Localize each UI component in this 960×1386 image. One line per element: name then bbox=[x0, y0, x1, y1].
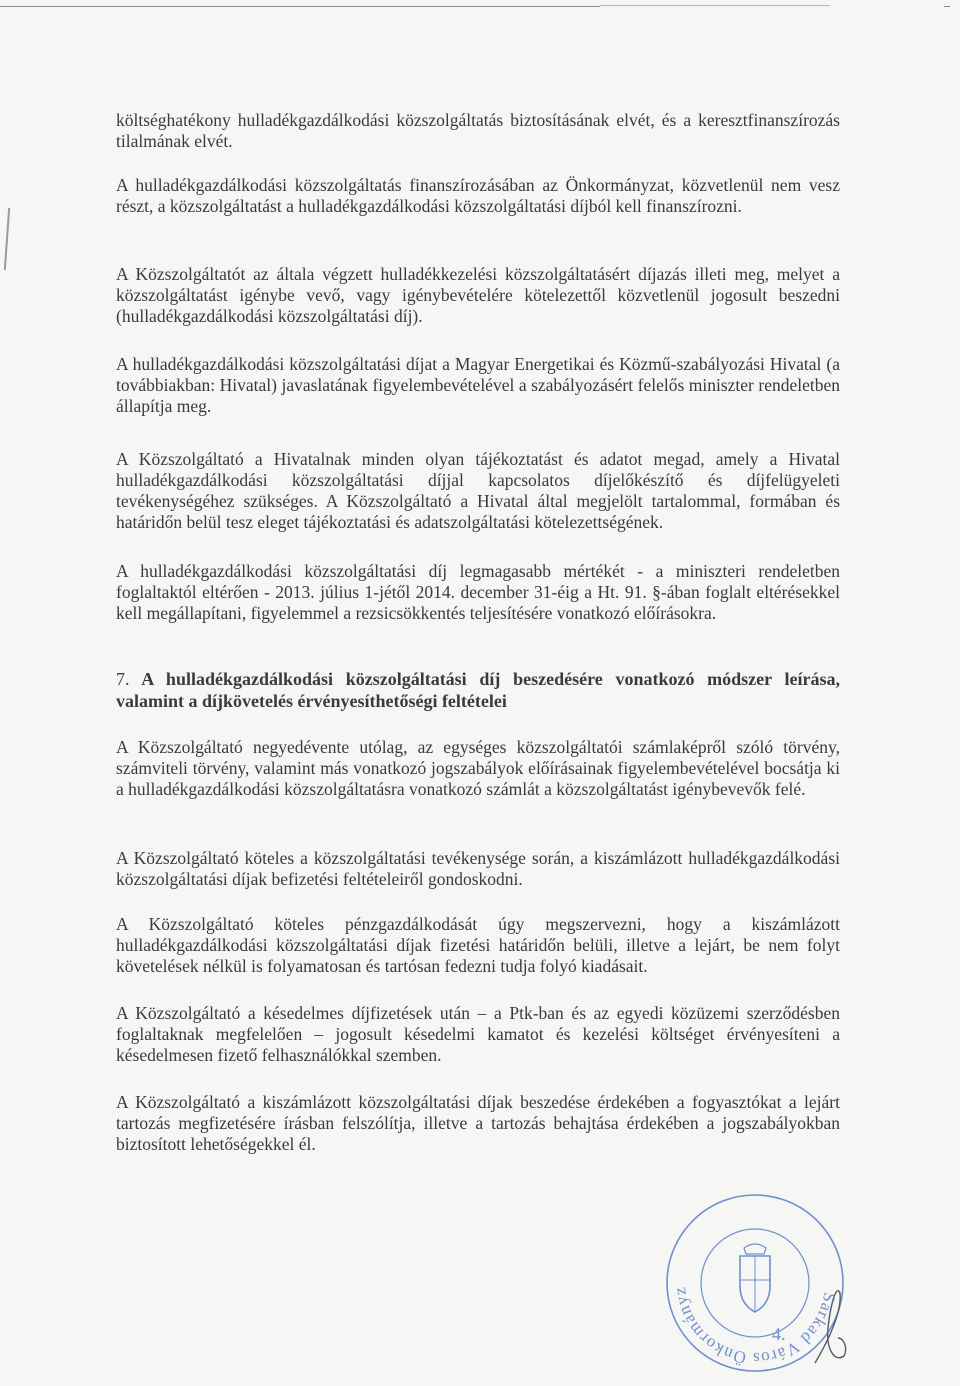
paragraph: A Közszolgáltatót az általa végzett hulladékkezelési közszolgáltatásért díjazás illeti meg, melyet a közszolgáltatást igénybe vevő, vagy igénybevételére kötelezettől közvetlenül jogosult beszedni (hulladékgazdálkodási közszolgáltatási díj). bbox=[116, 264, 840, 326]
paragraph: A Közszolgáltató a kiszámlázott közszolgáltatási díjak beszedése érdekében a fogyasztókat a lejárt tartozás megfizetésére írásban felszólítja, illetve a tartozás behajtása érdekében a jogszabályokban biztosított lehetőségekkel él. bbox=[116, 1092, 840, 1154]
stamp-number: 4. bbox=[772, 1324, 786, 1344]
stamp-inscription: Sarkad Város Önkormányzata * Békés megye * bbox=[652, 1173, 840, 1369]
crown-icon bbox=[744, 1244, 766, 1254]
section-heading bbox=[116, 668, 840, 712]
section-number: 7. bbox=[116, 669, 130, 689]
paragraph: költséghatékony hulladékgazdálkodási közszolgáltatás biztosításának elvét, és a keresztfinanszírozás tilalmának elvét. bbox=[116, 110, 840, 151]
paragraph: A hulladékgazdálkodási közszolgáltatási díjat a Magyar Energetikai és Közmű-szabályozási Hivatal (a továbbiakban: Hivatal) javaslatának figyelembevételével a szabályozásért felelős miniszter rendeletben állapítja meg. bbox=[116, 354, 840, 416]
paragraph: A hulladékgazdálkodási közszolgáltatási díj legmagasabb mértékét - a miniszteri rendeletben foglaltaktól eltérően - 2013. július 1-jétől 2014. december 31-éig a Ht. 91. §-ában foglalt eltérésekkel kell megállapítani, figyelemmel a rezsicsökkentés teljesítésére vonatkozó előírásokra. bbox=[116, 561, 840, 623]
scan-margin-mark bbox=[4, 208, 10, 270]
official-stamp bbox=[652, 1173, 850, 1378]
svg-text:Sarkad Város Önkormányzata * B bbox=[653, 1173, 839, 1368]
scan-edge-line bbox=[600, 5, 830, 6]
paragraph: A Közszolgáltató a késedelmes díjfizetések után – a Ptk-ban és az egyedi közüzemi szerződésben foglaltaknak megfelelően – jogosult késedelmi kamatot és kezelési költséget érvényesíteni a késedelmesen fizető felhasználókkal szemben. bbox=[116, 1003, 840, 1065]
paragraph: A Közszolgáltató a Hivatalnak minden olyan tájékoztatást és adatot megad, amely a Hivatal hulladékgazdálkodási közszolgáltatási díjjal kapcsolatos díjelőkészítő és díjfelügyeleti tevékenységéhez szükséges. A Közszolgáltató a Hivatal által megjelölt tartalommal, formában és határidőn belül tesz eleget tájékoztatási és adatszolgáltatási kötelezettségének. bbox=[116, 449, 840, 532]
paragraph: A Közszolgáltató köteles pénzgazdálkodását úgy megszervezni, hogy a kiszámlázott hulladékgazdálkodási közszolgáltatási díjak fizetési határidőn belüli, illetve a lejárt, be nem folyt követelések nélkül is folyamatosan és tartósan fedezni tudja folyó kiadásait. bbox=[116, 914, 840, 976]
paragraph: A Közszolgáltató köteles a közszolgáltatási tevékenysége során, a kiszámlázott hulladékgazdálkodási közszolgáltatási díjak befizetési feltételeiről gondoskodni. bbox=[116, 848, 840, 889]
paragraph: A hulladékgazdálkodási közszolgáltatás finanszírozásában az Önkormányzat, közvetlenül nem vesz részt, a közszolgáltatást a hulladékgazdálkodási közszolgáltatási díjból kell finanszírozni. bbox=[116, 175, 840, 216]
paragraph: A Közszolgáltató negyedévente utólag, az egységes közszolgáltatói számlaképről szóló törvény, számviteli törvény, valamint más vonatkozó jogszabályok előírásainak figyelembevételével bocsátja ki a hulladékgazdálkodási közszolgáltatásra vonatkozó számlát a közszolgáltatást igénybevevők felé. bbox=[116, 737, 840, 799]
scan-edge-line bbox=[0, 6, 600, 7]
section-title: A hulladékgazdálkodási közszolgáltatási díj beszedésére vonatkozó módszer leírása, valamint a díjkövetelés érvényesíthetőségi feltételei bbox=[116, 669, 840, 711]
scan-edge-mark bbox=[944, 6, 950, 7]
stamp-seal bbox=[652, 1173, 850, 1378]
